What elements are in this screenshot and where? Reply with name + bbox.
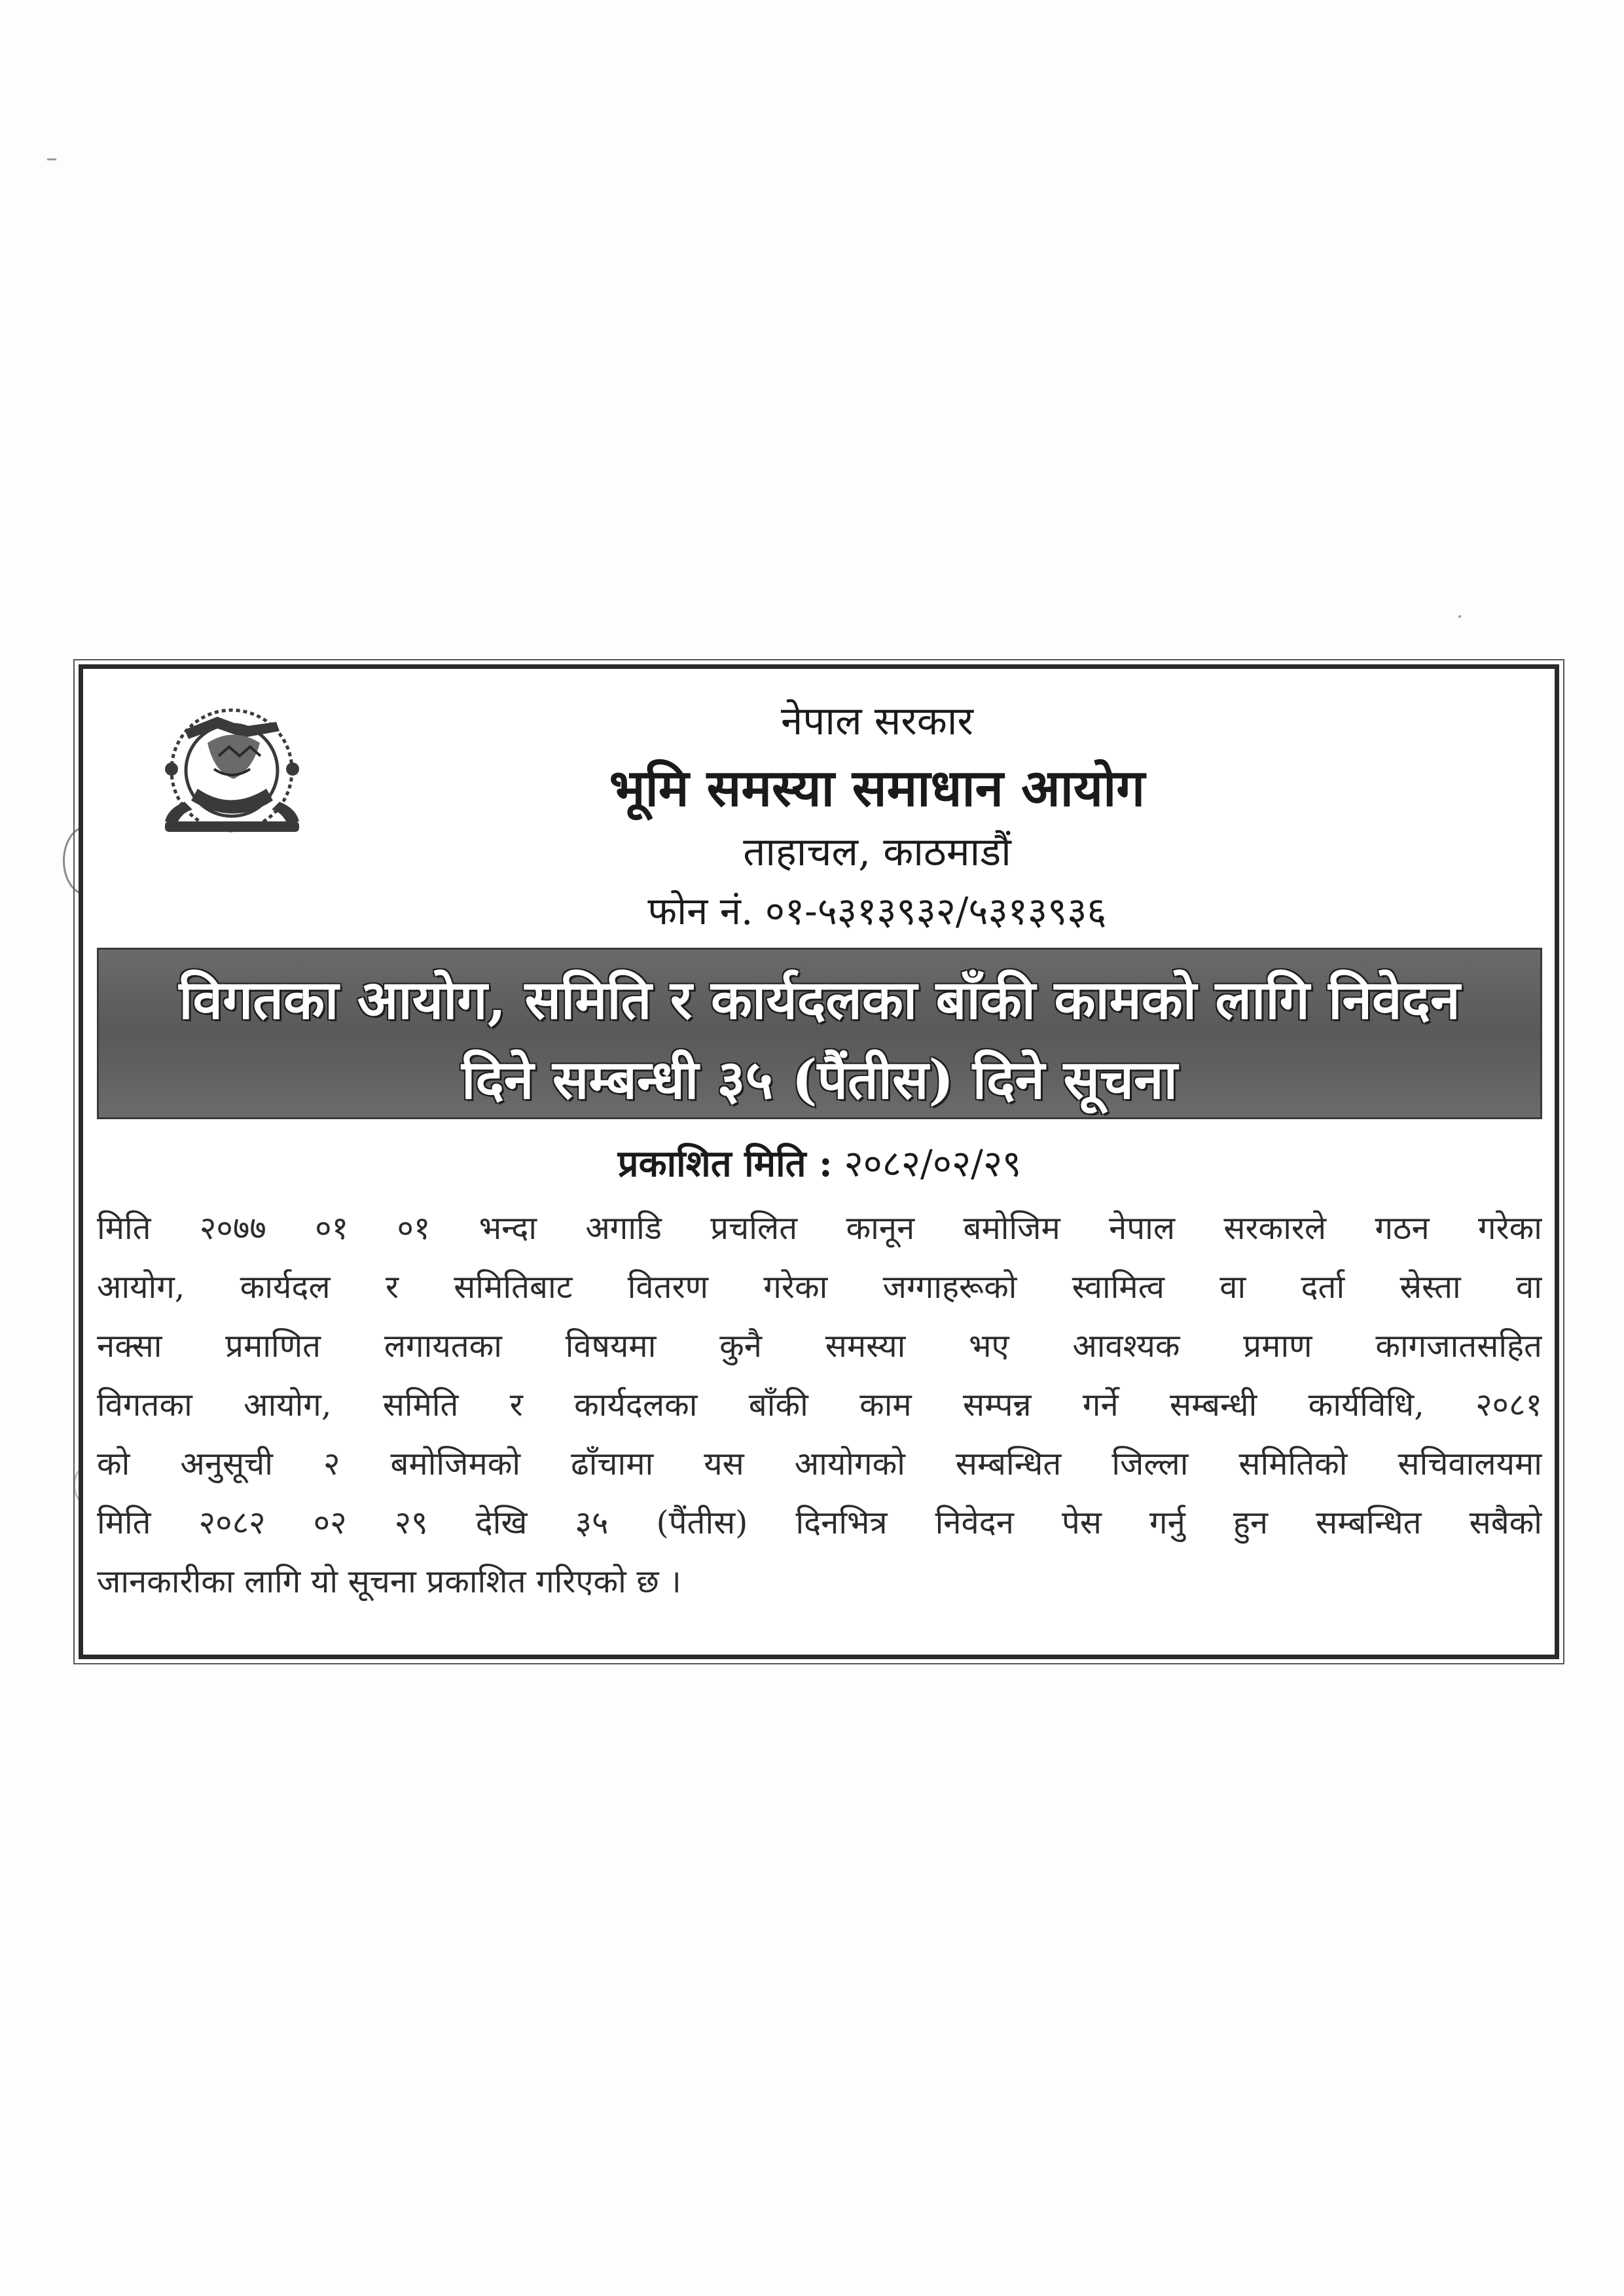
body-line: आयोग, कार्यदल र समितिबाट वितरण गरेका जग्गाहरूको स्वामित्व वा दर्ता स्रेस्ता वा <box>97 1268 1542 1306</box>
notice-title-line-2: दिने सम्बन्धी ३५ (पैंतीस) दिने सूचना <box>461 1049 1178 1111</box>
government-name: नेपाल सरकार <box>781 698 973 744</box>
body-line: नक्सा प्रमाणित लगायतका विषयमा कुनै समस्या भए आवश्यक प्रमाण कागजातसहित <box>97 1327 1542 1365</box>
body-line: विगतका आयोग, समिति र कार्यदलका बाँकी काम सम्पन्न गर्ने सम्बन्धी कार्यविधि, २०८१ <box>97 1386 1542 1424</box>
notice-title-line-1: विगतका आयोग, समिति र कार्यदलका बाँकी कामको लागि निवेदन <box>179 969 1460 1031</box>
phone-number: फोन नं. ०१-५३१३९३२/५३१३९३६ <box>647 889 1107 933</box>
scan-mark <box>1458 615 1461 618</box>
publication-date <box>97 1138 1542 1187</box>
publication-date-value: २०८२/०२/२९ <box>844 1143 1022 1185</box>
body-line: जानकारीका लागि यो सूचना प्रकाशित गरिएको छ । <box>97 1563 681 1600</box>
publication-date-label: प्रकाशित मिति : <box>617 1142 833 1185</box>
notice-title-banner <box>97 948 1542 1119</box>
body-line: को अनुसूची २ बमोजिमको ढाँचामा यस आयोगको सम्बन्धित जिल्ला समितिको सचिवालयमा <box>97 1445 1542 1482</box>
organization-address: ताहाचल, काठमाडौं <box>743 829 1011 875</box>
body-line: मिति २०८२ ०२ २९ देखि ३५ (पैंतीस) दिनभित्र निवेदन पेस गर्नु हुन सम्बन्धित सबैको <box>97 1504 1542 1541</box>
organization-name: भूमि समस्या समाधान आयोग <box>609 759 1146 818</box>
nepal-government-emblem-icon <box>145 691 319 851</box>
scan-mark <box>47 158 56 160</box>
notice-body <box>97 1199 1542 1611</box>
body-line: मिति २०७७ ०१ ०१ भन्दा अगाडि प्रचलित कानून बमोजिम नेपाल सरकारले गठन गरेका <box>97 1210 1542 1247</box>
